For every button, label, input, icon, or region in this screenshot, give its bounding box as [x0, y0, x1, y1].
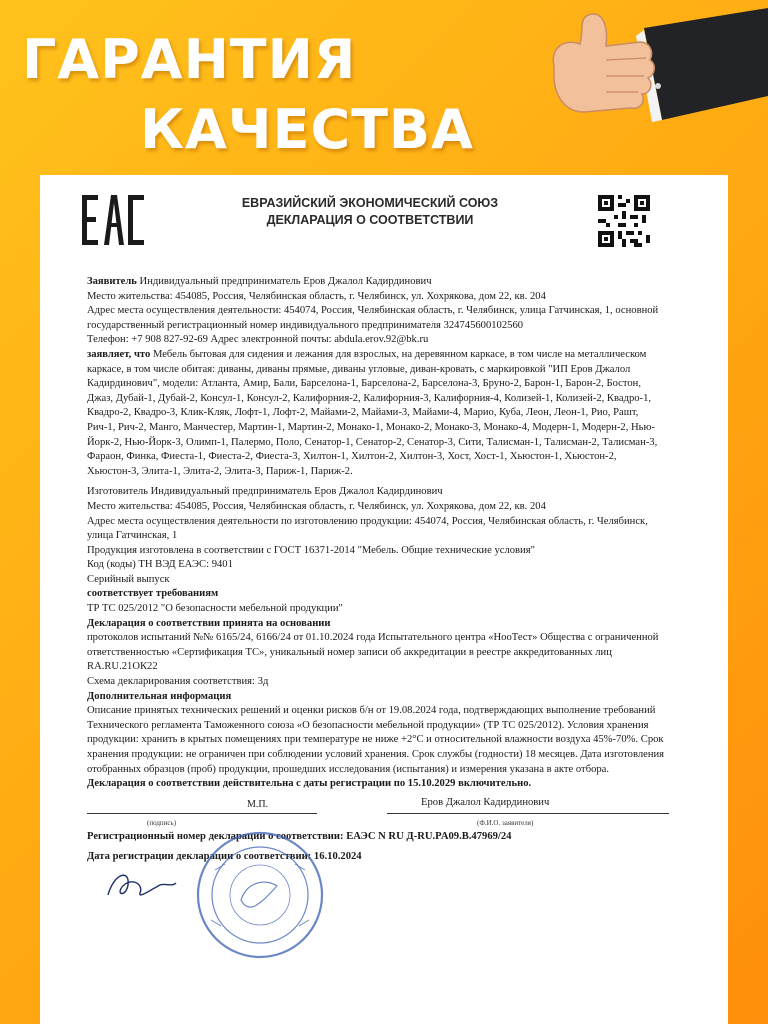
basis-label: Декларация о соответствии принята на основании	[87, 617, 331, 629]
banner-title-line2: КАЧЕСТВА	[140, 98, 474, 161]
declaration-scheme: Схема декларирования соответствия: 3д	[87, 676, 269, 688]
regulation: ТР ТС 025/2012 "О безопасности мебельной продукции"	[87, 603, 343, 615]
tn-ved-code: Код (коды) ТН ВЭД ЕАЭС: 9401	[87, 559, 233, 571]
banner-title-line1: ГАРАНТИЯ	[22, 28, 357, 91]
conforms-label: соответствует требованиям	[87, 588, 219, 600]
manufacturer: Изготовитель Индивидуальный предприниматель Еров Джалол Кадирдинович	[87, 486, 443, 498]
applicant: Заявитель Индивидуальный предприниматель Еров Джалол Кадирдинович	[87, 276, 432, 287]
manufacturer-residence: Место жительства: 454085, Россия, Челябинская область, г. Челябинск, ул. Хохрякова, дом 22, кв. 204	[87, 500, 546, 512]
product-description: заявляет, что Мебель бытовая для сидения и лежания для взрослых, на деревянном каркасе, в том числе на металлическом каркасе, в том числе обитая: диваны, диваны прямые, диваны угловые, диван-кровать, с маркировкой "ИП Еров Джалол Кадирдинович", модели: Атланта, Амир, Бали, Барселона-1, Барселона-2, Барселона-3, Бруно-2, Барон-1, Барон-2, Бостон, Джаз, Дубай-1, Дубай-2, Консул-1, Консул-2, Калифорния-2, Калифорния-3, Калифорния-4, Колизей-1, Колизей-2, Квадро-1, Квадро-2, Квадро-3, Клик-Кляк, Лофт-1, Лофт-2, Майами-2, Майами-3, Майами-4, Марио, Куба, Леон, Леон-1, Рио, Рашт, Рич-1, Рич-2, Манго, Манчестер, Мартин-1, Мартин-2, Монако-1, Монако-2, Монако-3, Монако-4, Модерн-1, Модерн-2, Нью-Йорк-2, Нью-Йорк-3, Олимп-1, Палермо, Поло, Сенатор-1, Сенатор-2, Сенатор-3, Сити, Талисман-1, Талисман-2, Талисман-3, Фараон, Финка, Фиеста-1, Фиеста-2, Фиеста-3, Хилтон-1, Хилтон-2, Хилтон-3, Хост, Хост-1, Хьюстон-1, Хьюстон-2, Хьюстон-3, Элита-1, Элита-2, Элита-3, Париж-1, Париж-2.	[87, 348, 658, 477]
signer-name: Еров Джалол Кадирдинович	[421, 796, 550, 808]
eac-logo	[82, 195, 144, 245]
applicant-activity-address: Адрес места осуществления деятельности: 454074, Россия, Челябинская область, г. Челябинск, улица Гатчинская, 1, основной государственный регистрационный номер индивидуального предпринимателя 324745600102560	[87, 305, 659, 331]
signature-row	[87, 796, 669, 830]
declaration-document	[40, 175, 728, 1024]
header-union: ЕВРАЗИЙСКИЙ ЭКОНОМИЧЕСКИЙ СОЮЗ	[241, 196, 499, 210]
signature-scribble	[100, 865, 180, 905]
registration-number: Регистрационный номер декларации о соответствии: ЕАЭС N RU Д-RU.PA09.B.47969/24	[87, 830, 512, 842]
batch-type: Серийный выпуск	[87, 573, 170, 585]
standard: Продукция изготовлена в соответствии с ГОСТ 16371-2014 "Мебель. Общие технические условия"	[87, 544, 535, 556]
additional-info-label: Дополнительная информация	[87, 690, 232, 702]
thumbs-up-icon	[544, 8, 768, 158]
header-declaration: ДЕКЛАРАЦИЯ О СООТВЕТСТВИИ	[266, 213, 474, 227]
applicant-contacts: Телефон: +7 908 827-92-69 Адрес электронной почты: abdula.erov.92@bk.ru	[87, 334, 429, 346]
signer-caption: (Ф.И.О. заявителя)	[477, 818, 534, 827]
document-header	[180, 195, 560, 229]
signature-caption: (подпись)	[147, 818, 177, 827]
additional-info: Описание принятых технических решений и оценки рисков б/н от 19.08.2024 года, подтверждающих выполнение требований Технического регламента Таможенного союза «О безопасности мебельной продукции» (ТР ТС 025/2012). Условия хранения продукции: хранить в крытых помещениях при температуре не ниже +2°С и относительной влажности воздуха 45%-70%. Срок хранения продукции: не ограничен при соблюдении условий хранения. Срок службы (годности) 18 месяцев. Дата изготовления отобранных образцов (проб) продукции, прошедших исследования (испытания) и измерения указана в акте отбора.	[87, 705, 665, 775]
round-stamp	[195, 830, 325, 960]
registration-date: Дата регистрации декларации о соответствии: 16.10.2024	[87, 851, 362, 863]
stamp-place: М.П.	[247, 798, 269, 810]
applicant-residence: Место жительства: 454085, Россия, Челябинская область, г. Челябинск, ул. Хохрякова, дом 22, кв. 204	[87, 290, 546, 302]
qr-code	[598, 195, 650, 247]
manufacturer-address: Адрес места осуществления деятельности по изготовлению продукции: 454074, Россия, Челябинская область, г. Челябинск, улица Гатчинская, 1	[87, 515, 648, 542]
document-body	[87, 275, 669, 865]
validity-period: Декларация о соответствии действительна с даты регистрации по 15.10.2029 включительно.	[87, 778, 532, 790]
basis-protocols: протоколов испытаний №№ 6165/24, 6166/24 от 01.10.2024 года Испытательного центра «НооТест» Общества с ограниченной ответственностью «Сертификация ТС», уникальный номер записи об аккредитации в реестре аккредитованных лиц RA.RU.21ОК22	[87, 632, 659, 673]
